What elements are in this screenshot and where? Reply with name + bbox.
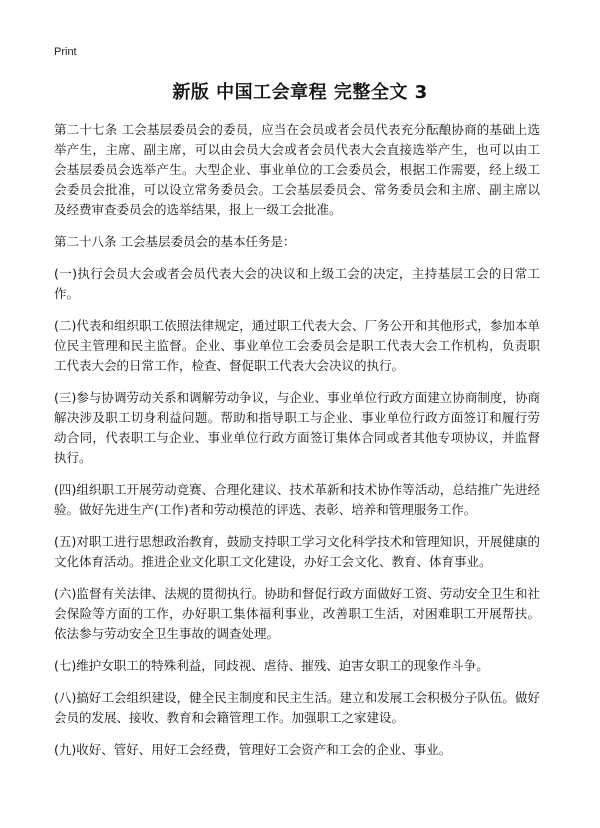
task-item-8: (八)搞好工会组织建设，健全民主制度和民主生活。建立和发展工会积极分子队伍。做好会员的发展、接收、教育和会籍管理工作。加强职工之家建设。 xyxy=(54,690,540,725)
print-label[interactable]: Print xyxy=(54,46,77,58)
document-body xyxy=(54,120,540,772)
task-item-5: (五)对职工进行思想政治教育，鼓励支持职工学习文化科学技术和管理知识，开展健康的文化体育活动。推进企业文化职工文化建设，办好工会文化、教育、体育事业。 xyxy=(54,534,540,569)
article-28-heading: 第二十八条 工会基层委员会的基本任务是： xyxy=(54,234,296,249)
task-item-9: (九)收好、管好、用好工会经费，管理好工会资产和工会的企业、事业。 xyxy=(54,742,452,757)
task-item-2: (二)代表和组织职工依照法律规定，通过职工代表大会、厂务公开和其他形式，参加本单位民主管理和民主监督。企业、事业单位工会委员会是职工代表大会工作机构，负责职工代表大会的日常工作，检查、督促职工代表大会决议的执行。 xyxy=(54,318,540,373)
article-27-paragraph: 第二十七条 工会基层委员会的委员，应当在会员或者会员代表充分酝酿协商的基础上选举产生，主席、副主席，可以由会员大会或者会员代表大会直接选举产生，也可以由工会基层委员会选举产生。大型企业、事业单位的工会委员会，根据工作需要，经上级工会委员会批准，可以设立常务委员会。工会基层委员会、常务委员会和主席、副主席以及经费审查委员会的选举结果，报上一级工会批准。 xyxy=(54,122,540,217)
task-item-3: (三)参与协调劳动关系和调解劳动争议，与企业、事业单位行政方面建立协商制度，协商解决涉及职工切身利益问题。帮助和指导职工与企业、事业单位行政方面签订和履行劳动合同，代表职工与企业、事业单位行政方面签订集体合同或者其他专项协议，并监督执行。 xyxy=(54,390,540,465)
task-item-7: (七)维护女职工的特殊利益，同歧视、虐待、摧残、迫害女职工的现象作斗争。 xyxy=(54,658,489,673)
task-item-1: (一)执行会员大会或者会员代表大会的决议和上级工会的决定，主持基层工会的日常工作。 xyxy=(54,266,540,301)
document-title: 新版 中国工会章程 完整全文 3 xyxy=(172,82,428,103)
task-item-6: (六)监督有关法律、法规的贯彻执行。协助和督促行政方面做好工资、劳动安全卫生和社会保险等方面的工作，办好职工集体福利事业，改善职工生活，对困难职工开展帮扶。依法参与劳动安全卫生事故的调查处理。 xyxy=(54,586,540,641)
task-item-4: (四)组织职工开展劳动竞赛、合理化建议、技术革新和技术协作等活动，总结推广先进经验。做好先进生产(工作)者和劳动模范的评选、表彰、培养和管理服务工作。 xyxy=(54,482,540,517)
